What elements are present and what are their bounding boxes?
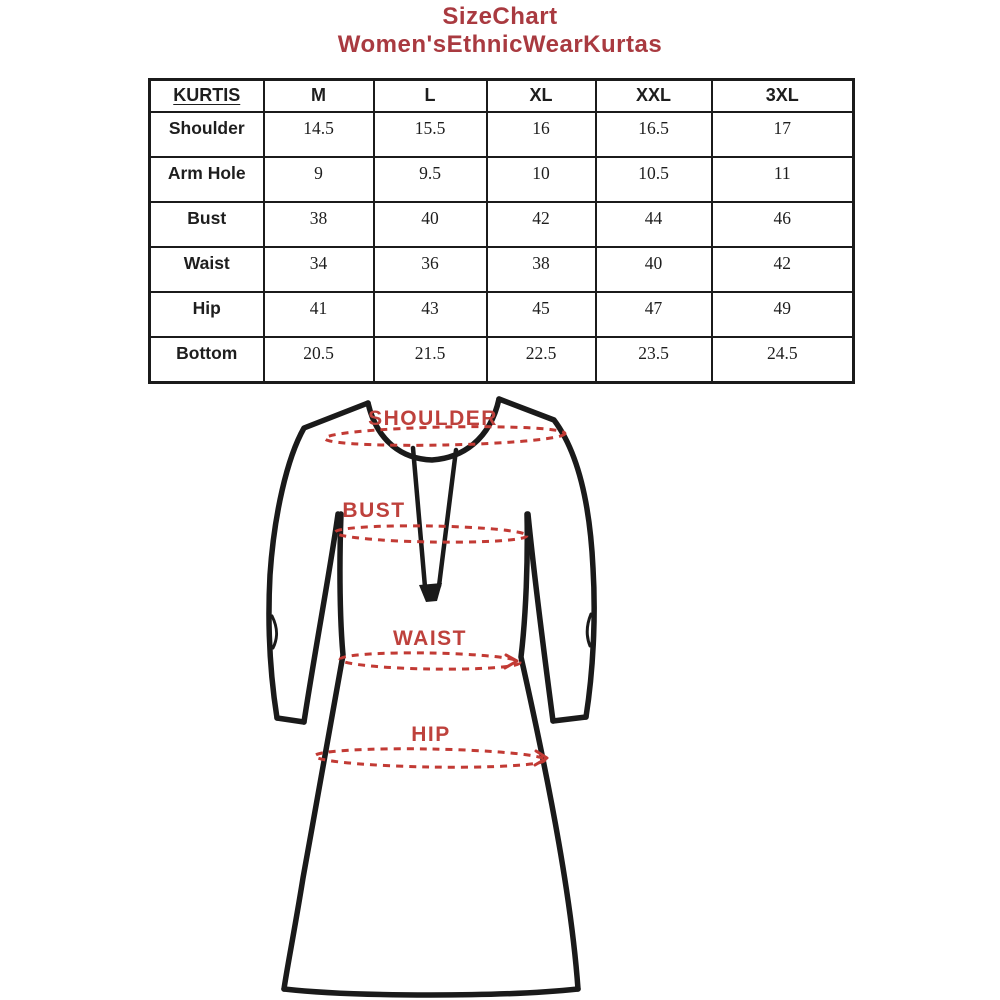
waist-measure-ellipse [340, 651, 520, 670]
left-sleeve-wrinkle [272, 616, 277, 648]
table-header-kurtis: KURTIS [150, 80, 264, 113]
size-value-cell: 42 [712, 247, 854, 292]
size-value-cell: 47 [596, 292, 712, 337]
size-value-cell: 43 [374, 292, 487, 337]
size-value-cell: 22.5 [487, 337, 596, 383]
size-value-cell: 40 [596, 247, 712, 292]
size-value-cell: 40 [374, 202, 487, 247]
size-value-cell: 41 [264, 292, 374, 337]
right-sleeve-inner-line [528, 514, 553, 721]
size-value-cell: 16.5 [596, 112, 712, 157]
size-value-cell: 24.5 [712, 337, 854, 383]
placket-bottom-detail [419, 583, 442, 602]
hip-label: HIP [411, 723, 451, 746]
size-value-cell: 38 [487, 247, 596, 292]
size-value-cell: 42 [487, 202, 596, 247]
size-value-cell: 14.5 [264, 112, 374, 157]
row-label: Shoulder [150, 112, 264, 157]
table-header-size-3xl: 3XL [712, 80, 854, 113]
kurta-outline [269, 399, 594, 995]
row-label: Waist [150, 247, 264, 292]
size-value-cell: 10.5 [596, 157, 712, 202]
size-value-cell: 34 [264, 247, 374, 292]
row-label: Hip [150, 292, 264, 337]
bust-label: BUST [342, 499, 406, 522]
size-value-cell: 36 [374, 247, 487, 292]
size-value-cell: 17 [712, 112, 854, 157]
left-sleeve-outer-line [269, 403, 368, 718]
left-sleeve-inner-line [304, 514, 338, 722]
row-label: Bottom [150, 337, 264, 383]
hip-measure-ellipse [315, 747, 545, 769]
size-value-cell: 10 [487, 157, 596, 202]
table-header-size-xxl: XXL [596, 80, 712, 113]
size-value-cell: 15.5 [374, 112, 487, 157]
right-cuff-line [553, 717, 586, 721]
size-value-cell: 38 [264, 202, 374, 247]
size-value-cell: 9.5 [374, 157, 487, 202]
size-value-cell: 46 [712, 202, 854, 247]
waist-label: WAIST [393, 627, 467, 650]
right-sleeve-wrinkle [587, 614, 591, 646]
shoulder-label: SHOULDER [368, 407, 498, 430]
size-value-cell: 20.5 [264, 337, 374, 383]
right-body-line [521, 514, 578, 989]
hem-line [284, 989, 578, 995]
left-cuff-line [277, 718, 304, 722]
row-label: Arm Hole [150, 157, 264, 202]
size-value-cell: 23.5 [596, 337, 712, 383]
size-value-cell: 21.5 [374, 337, 487, 383]
bust-measure-ellipse [335, 524, 527, 543]
size-value-cell: 44 [596, 202, 712, 247]
size-value-cell: 11 [712, 157, 854, 202]
row-label: Bust [150, 202, 264, 247]
size-value-cell: 49 [712, 292, 854, 337]
size-value-cell: 16 [487, 112, 596, 157]
title-line-2: Women'sEthnicWearKurtas [337, 31, 663, 58]
size-value-cell: 45 [487, 292, 596, 337]
placket-right-line [439, 450, 456, 586]
placket-left-line [413, 448, 425, 587]
table-header-size-m: M [264, 80, 374, 113]
title-line-1: SizeChart [442, 3, 558, 30]
table-header-size-xl: XL [487, 80, 596, 113]
size-value-cell: 9 [264, 157, 374, 202]
table-header-size-l: L [374, 80, 487, 113]
